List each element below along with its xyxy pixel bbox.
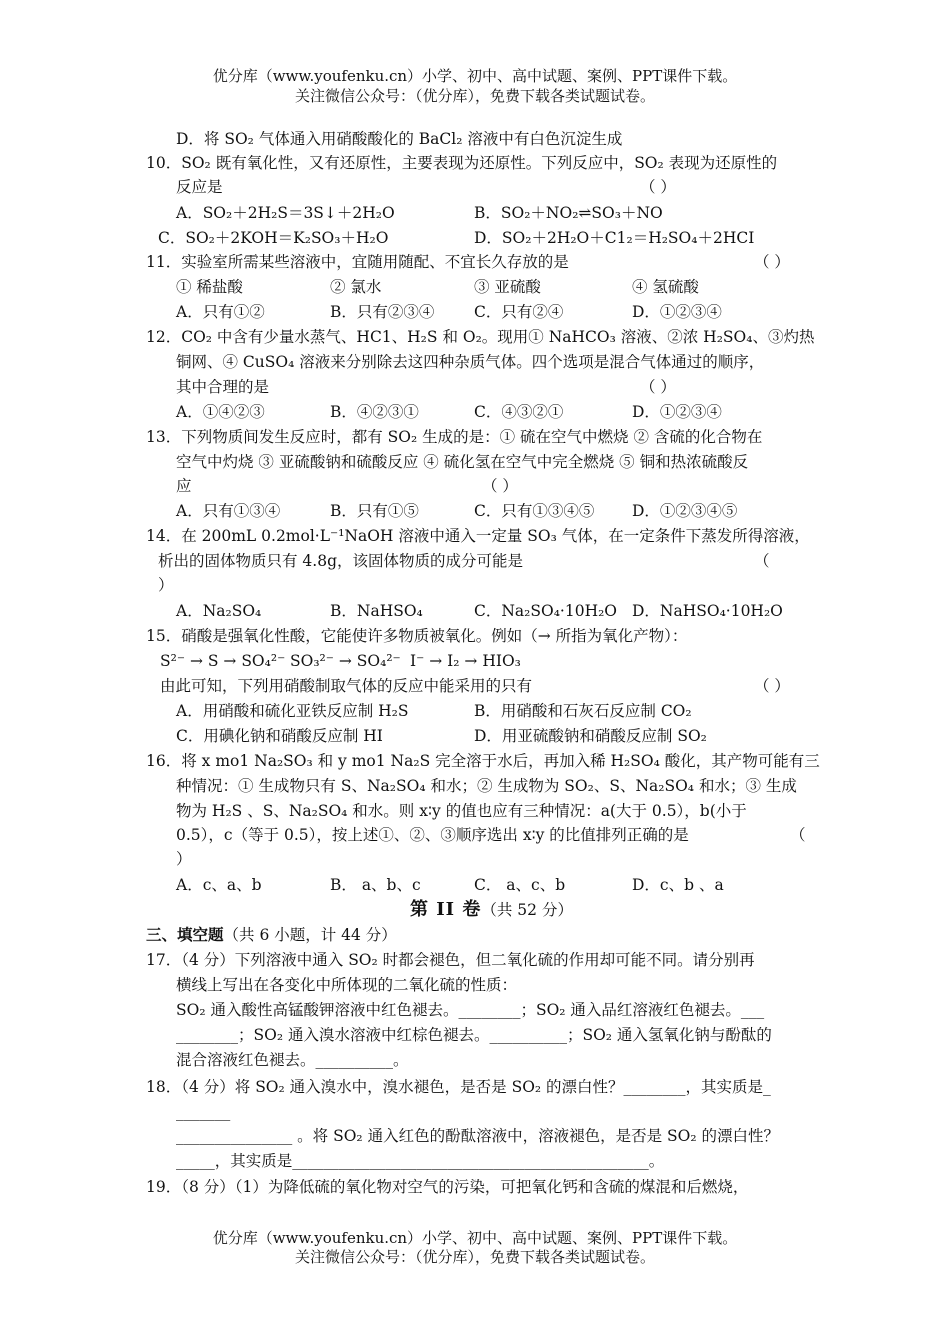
q11-option-b: B．只有②③④ xyxy=(330,303,435,321)
q16-stem-1: 16．将 x mo1 Na₂SO₃ 和 y mo1 Na₂S 完全溶于水后，再加入稀 H₂SO₄ 酸化，其产物可能有三 xyxy=(146,752,820,770)
q12-answer-bracket: （ ） xyxy=(640,378,676,396)
section-3-note: （共 6 小题，计 44 分） xyxy=(223,926,397,944)
q16-stem-2: 种情况：① 生成物只有 S、Na₂SO₄ 和水；② 生成物为 SO₂、S、Na₂SO₄ 和水；③ 生成 xyxy=(176,777,797,795)
q10-answer-bracket: （ ） xyxy=(640,178,676,196)
q13-stem-1: 13．下列物质间发生反应时，都有 SO₂ 生成的是：① 硫在空气中燃烧 ② 含硫的化合物在 xyxy=(146,428,763,446)
q13-stem-2: 空气中灼烧 ③ 亚硫酸钠和硫酸反应 ④ 硫化氢在空气中完全燃烧 ⑤ 铜和热浓硫酸反 xyxy=(176,453,749,471)
q14-bracket-open: （ xyxy=(754,552,770,570)
q13-option-d: D．①②③④⑤ xyxy=(632,502,738,520)
q17-line-2: ________；SO₂ 通入溴水溶液中红棕色褪去。__________；SO₂ 通入氢氧化钠与酚酞的 xyxy=(176,1026,772,1044)
footer-line-1: 优分库（www.youfenku.cn）小学、初中、高中试题、案例、PPT课件下载。 xyxy=(212,1229,738,1247)
q11-item-1: ① 稀盐酸 xyxy=(176,278,243,296)
q13-option-c: C．只有①③④⑤ xyxy=(474,502,595,520)
q15-equation-3: I⁻ → I₂ → HIO₃ xyxy=(410,652,521,670)
q11-item-2: ② 氯水 xyxy=(330,278,382,296)
q10-option-a: A．SO₂＋2H₂S＝3S↓＋2H₂O xyxy=(176,204,395,222)
q16-stem-4: 0.5），c（等于 0.5），按上述①、②、③顺序选出 x∶y 的比值排列正确的是 xyxy=(176,826,689,844)
q12-option-c: C．④③②① xyxy=(474,403,564,421)
q15-option-a: A．用硝酸和硫化亚铁反应制 H₂S xyxy=(176,702,409,720)
q16-option-c: C． a、c、b xyxy=(474,876,566,894)
q9-option-d: D．将 SO₂ 气体通入用硝酸酸化的 BaCl₂ 溶液中有白色沉淀生成 xyxy=(176,130,623,148)
q11-answer-bracket: （ ） xyxy=(754,253,790,271)
q15-option-b: B．用硝酸和石灰石反应制 CO₂ xyxy=(474,702,692,720)
q17-line-1: SO₂ 通入酸性高锰酸钾溶液中红色褪去。________；SO₂ 通入品红溶液红色褪去。___ xyxy=(176,1001,765,1019)
q12-option-d: D．①②③④ xyxy=(632,403,722,421)
q15-equation-1: S²⁻ → S → SO₄²⁻ xyxy=(160,652,286,670)
q14-option-c: C．Na₂SO₄·10H₂O xyxy=(474,602,618,620)
q14-bracket-close: ） xyxy=(158,576,174,594)
q12-stem-3: 其中合理的是 xyxy=(176,378,270,396)
footer-line-2: 关注微信公众号：（优分库），免费下载各类试题试卷。 xyxy=(294,1248,655,1266)
q16-bracket-open: （ xyxy=(790,826,806,844)
section-3-title: 三、填空题 xyxy=(146,925,224,944)
q14-option-b: B．NaHSO₄ xyxy=(330,602,423,620)
q10-option-d: D．SO₂＋2H₂O＋C1₂＝H₂SO₄＋2HCI xyxy=(474,229,755,247)
header-line-1: 优分库（www.youfenku.cn）小学、初中、高中试题、案例、PPT课件下载。 xyxy=(212,67,738,85)
q18-line-4: _____，其实质是______________________________________________。 xyxy=(176,1152,665,1170)
q16-bracket-close: ） xyxy=(176,850,192,868)
q16-option-b: B． a、b、c xyxy=(330,876,421,894)
q13-option-a: A．只有①③④ xyxy=(176,502,281,520)
q17-stem-1: 17．（4 分）下列溶液中通入 SO₂ 时都会褪色，但二氧化硫的作用却可能不同。请分别再 xyxy=(146,951,755,969)
q13-stem-3: 应 xyxy=(176,477,192,495)
q15-equation-2: SO₃²⁻ → SO₄²⁻ xyxy=(290,652,401,670)
q15-option-d: D．用亚硫酸钠和硝酸反应制 SO₂ xyxy=(474,727,707,745)
q12-option-a: A．①④②③ xyxy=(176,403,265,421)
q11-stem: 11．实验室所需某些溶液中，宜随用随配、不宜长久存放的是 xyxy=(146,253,569,271)
section-3-heading xyxy=(146,923,397,947)
q16-stem-3: 物为 H₂S 、S、Na₂SO₄ 和水。则 x∶y 的值也应有三种情况：a(大于 0.5），b(小于 xyxy=(176,802,747,820)
q11-option-c: C．只有②④ xyxy=(474,303,564,321)
q11-item-4: ④ 氢硫酸 xyxy=(632,278,699,296)
part-2-title xyxy=(410,898,573,922)
q17-line-3: 混合溶液红色褪去。__________。 xyxy=(176,1051,409,1069)
q13-option-b: B．只有①⑤ xyxy=(330,502,419,520)
q11-item-3: ③ 亚硫酸 xyxy=(474,278,541,296)
header-line-2: 关注微信公众号：（优分库），免费下载各类试题试卷。 xyxy=(294,87,655,105)
q18-line-2: _______ xyxy=(176,1103,231,1121)
part-2-score-note: （共 52 分） xyxy=(481,901,573,919)
q11-option-d: D．①②③④ xyxy=(632,303,722,321)
q14-stem-2: 析出的固体物质只有 4.8g，该固体物质的成分可能是 xyxy=(158,552,524,570)
q15-answer-bracket: （ ） xyxy=(754,677,790,695)
q16-option-a: A．c、a、b xyxy=(176,876,262,894)
q10-stem-1: 10．SO₂ 既有氧化性，又有还原性，主要表现为还原性。下列反应中，SO₂ 表现为还原性的 xyxy=(146,154,778,172)
q18-stem-1: 18．（4 分）将 SO₂ 通入溴水中，溴水褪色，是否是 SO₂ 的漂白性？________，其实质是_ xyxy=(146,1078,771,1096)
q17-stem-2: 横线上写出在各变化中所体现的二氧化硫的性质： xyxy=(176,976,518,994)
q14-option-a: A．Na₂SO₄ xyxy=(176,602,262,620)
q18-line-3: _______________ 。将 SO₂ 通入红色的酚酞溶液中，溶液褪色，是否是 SO₂ 的漂白性？ xyxy=(176,1127,779,1145)
q10-stem-2: 反应是 xyxy=(176,178,223,196)
q14-option-d: D．NaHSO₄·10H₂O xyxy=(632,602,783,620)
q12-stem-1: 12．CO₂ 中含有少量水蒸气、HC1、H₂S 和 O₂。现用① NaHCO₃ 溶液、②浓 H₂SO₄、③灼热 xyxy=(146,328,815,346)
q15-stem-1: 15．硝酸是强氧化性酸，它能使许多物质被氧化。例如（→ 所指为氧化产物）： xyxy=(146,627,688,645)
q12-stem-2: 铜网、④ CuSO₄ 溶液来分别除去这四种杂质气体。四个选项是混合气体通过的顺序， xyxy=(176,353,765,371)
q16-option-d: D．c、b 、a xyxy=(632,876,724,894)
q13-answer-bracket: （ ） xyxy=(482,477,518,495)
q14-stem-1: 14．在 200mL 0.2mol·L⁻¹NaOH 溶液中通入一定量 SO₃ 气体，在一定条件下蒸发所得溶液， xyxy=(146,527,810,545)
q15-option-c: C．用碘化钠和硝酸反应制 HI xyxy=(176,727,383,745)
q15-stem-2: 由此可知，下列用硝酸制取气体的反应中能采用的只有 xyxy=(160,677,533,695)
q10-option-c: C．SO₂＋2KOH＝K₂SO₃＋H₂O xyxy=(158,229,389,247)
part-2-label: 第 II 卷 xyxy=(410,899,482,920)
q19-stem-1: 19．（8 分）（1）为降低硫的氧化物对空气的污染，可把氧化钙和含硫的煤混和后燃烧， xyxy=(146,1178,749,1196)
q10-option-b: B．SO₂＋NO₂⇌SO₃＋NO xyxy=(474,204,663,222)
q12-option-b: B．④②③① xyxy=(330,403,419,421)
q11-option-a: A．只有①② xyxy=(176,303,265,321)
